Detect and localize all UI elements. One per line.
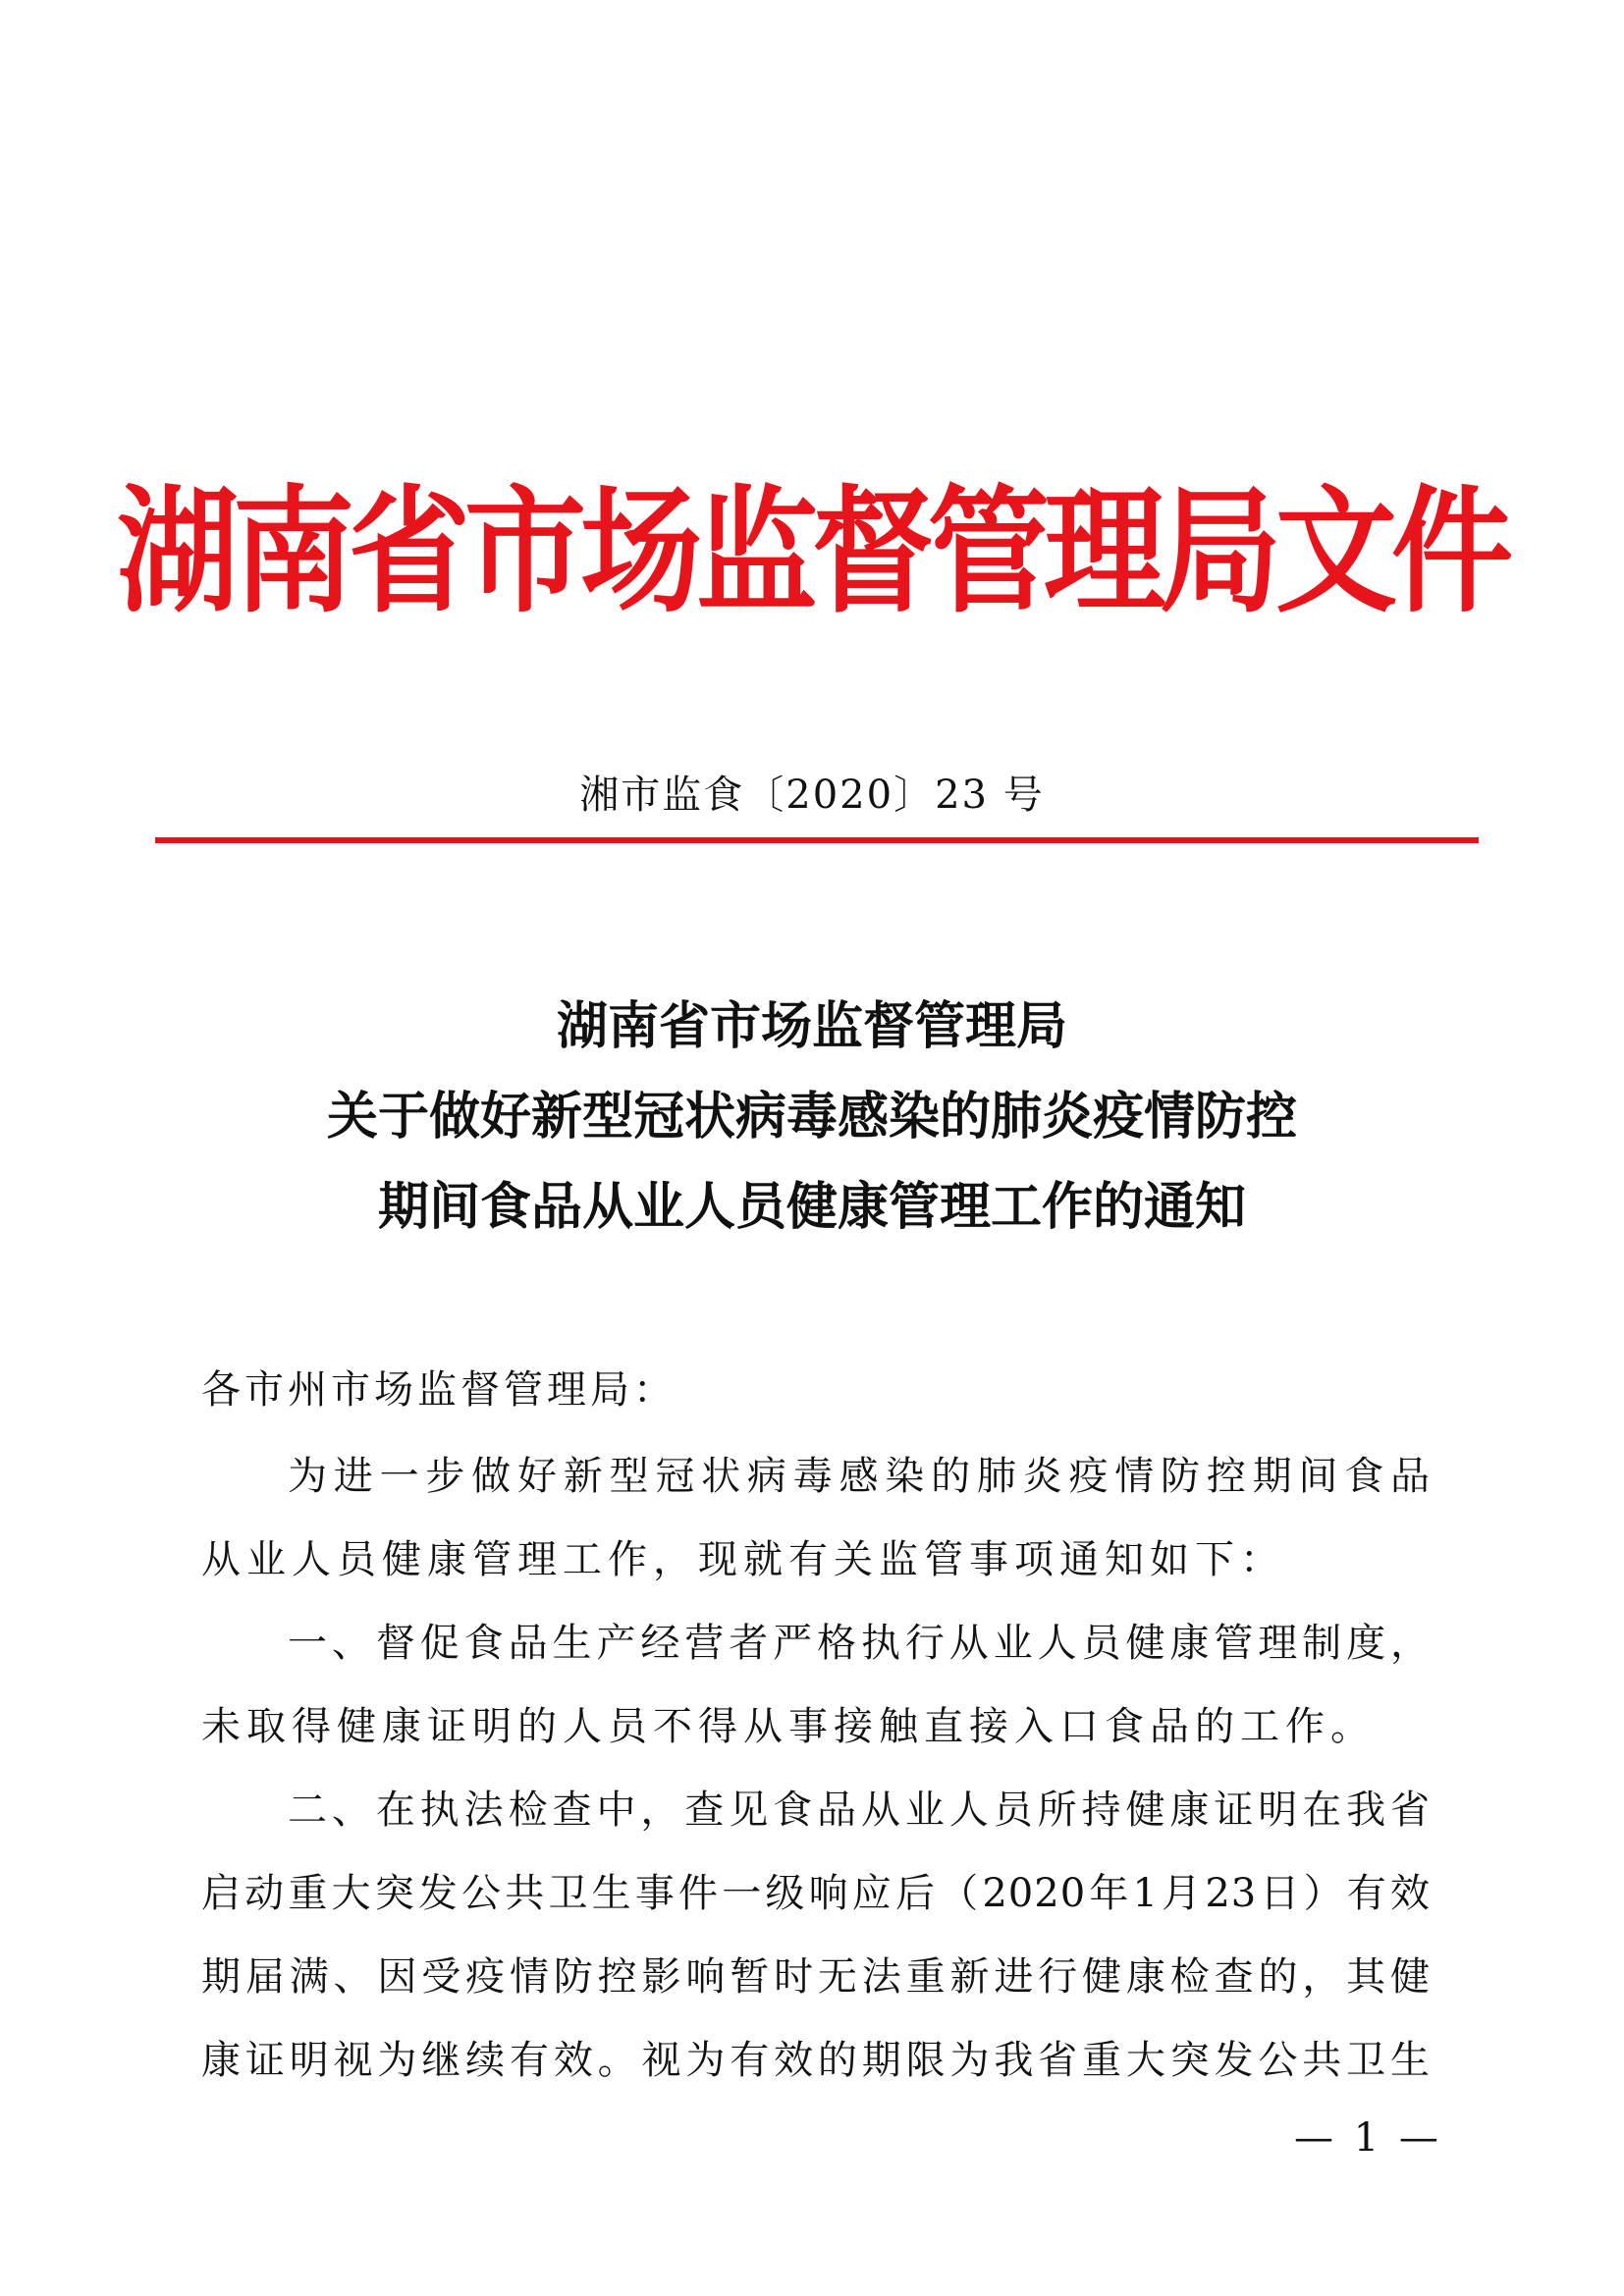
red-divider-line	[155, 837, 1479, 843]
body-line: 未取得健康证明的人员不得从事接触直接入口食品的工作。	[201, 1704, 1376, 1749]
notice-title-line: 期间食品从业人员健康管理工作的通知	[377, 1177, 1246, 1237]
body-line: 二、在执法检查中，查见食品从业人员所持健康证明在我省	[288, 1788, 1431, 1833]
salutation: 各市州市场监督管理局：	[201, 1367, 677, 1413]
body-text	[201, 1435, 1431, 2103]
body-line: 康证明视为继续有效。视为有效的期限为我省重大突发公共卫生	[201, 2038, 1431, 2083]
body-line: 期届满、因受疫情防控影响暂时无法重新进行健康检查的，其健	[201, 1954, 1431, 2000]
body-line: 为进一步做好新型冠状病毒感染的肺炎疫情防控期间食品	[288, 1454, 1431, 1499]
document-number: 湘市监食〔2020〕23 号	[579, 773, 1045, 818]
body-line: 从业人员健康管理工作，现就有关监管事项通知如下：	[201, 1537, 1285, 1582]
page-number: — 1 —	[1294, 2115, 1442, 2161]
issuer-header-title: 湖南省市场监督管理局文件	[116, 472, 1507, 632]
body-line: 启动重大突发公共卫生事件一级响应后（2020年1月23日）有效	[201, 1871, 1431, 1916]
notice-title-line: 关于做好新型冠状病毒感染的肺炎疫情防控	[326, 1087, 1297, 1147]
body-line: 一、督促食品生产经营者严格执行从业人员健康管理制度，	[288, 1621, 1431, 1666]
notice-title-line: 湖南省市场监督管理局	[556, 996, 1067, 1056]
notice-title	[0, 982, 1624, 1253]
